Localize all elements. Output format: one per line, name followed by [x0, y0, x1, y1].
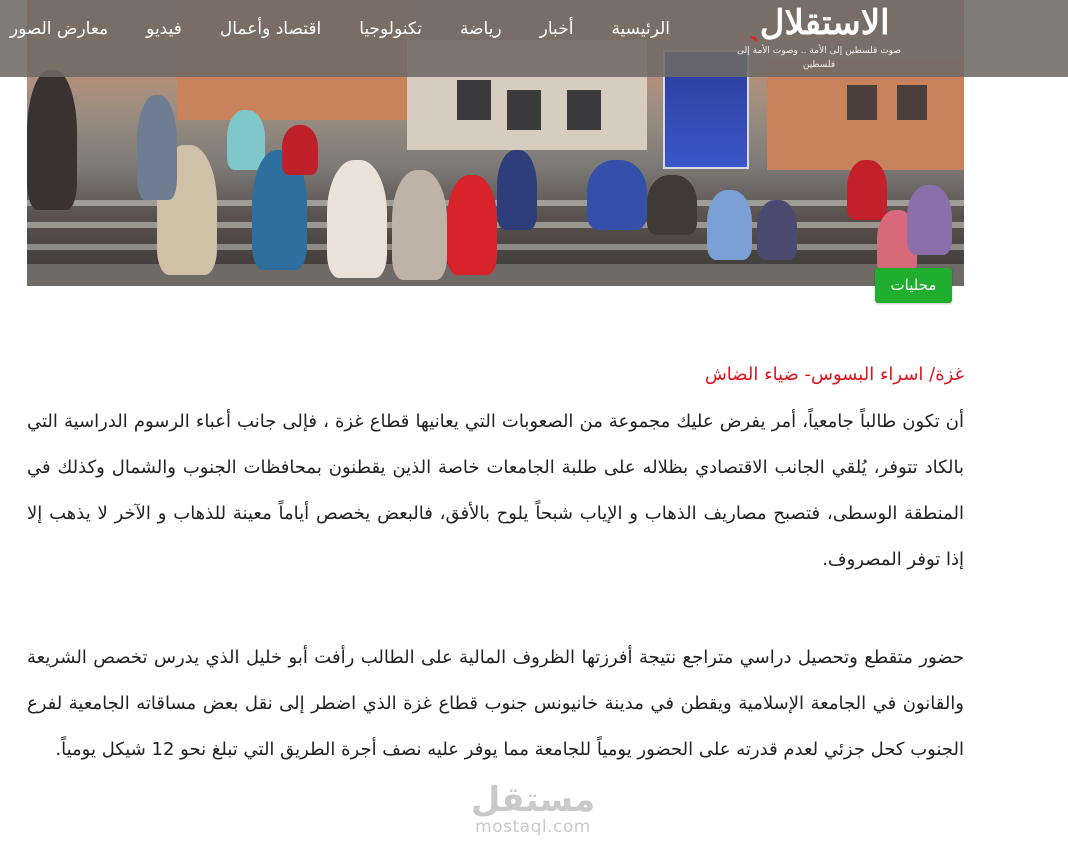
article-paragraph: حضور متقطع وتحصيل دراسي متراجع نتيجة أفرزتها الظروف المالية على الطالب رأفت أبو خليل الذي يدرس تخصص الشريعة والقانون في الجامعة الإسلامية ويقطن في مدينة خانيونس جنوب قطاع غزة الذي اضطر إلى نقل بعض مساقاته الجامعية لفرع الجنوب كحل جزئي لعدم قدرته على الحضور يومياً للجامعة مما يوفر عليه نصف أجرة الطريق التي تبلغ نحو 12 شيكل يومياً. [27, 647, 964, 760]
category-badge[interactable]: محليات [875, 268, 952, 303]
article-paragraph: أن تكون طالباً جامعياً، أمر يفرض عليك مجموعة من الصعوبات التي يعانيها قطاع غزة ، فإلى جانب أعباء الرسوم الدراسية التي بالكاد تتوفر، يُلقي الجانب الاقتصادي بظلاله على طلبة الجامعات خاصة الذين يقطنون بمحافظات الجنوب والشمال وكذلك في المنطقة الوسطى، فتصبح مصاريف الذهاب و الإياب شبحاً يلوح بالأفق، فالبعض يخصص أياماً معينة للذهاب و الآخر لا يذهب إلا إذا توفر المصروف. [27, 411, 964, 570]
logo-mark: الاستقلالˎ [748, 3, 890, 43]
nav-item-sports[interactable]: رياضة [460, 19, 502, 39]
watermark [458, 782, 608, 836]
article-body [27, 355, 964, 773]
nav-item-video[interactable]: فيديو [146, 19, 182, 39]
nav-item-galleries[interactable]: معارض الصور [9, 19, 109, 39]
nav-item-news[interactable]: أخبار [539, 19, 574, 39]
watermark-arabic: مستقل [470, 780, 596, 820]
watermark-latin: mostaql.com [475, 817, 591, 837]
article-byline: غزة/ اسراء البسوس- ضياء الضاش [704, 364, 964, 385]
site-logo[interactable] [728, 2, 910, 72]
nav-item-technology[interactable]: تكنولوجيا [359, 19, 422, 39]
nav-item-home[interactable]: الرئيسية [611, 19, 670, 39]
nav-item-economy[interactable]: اقتصاد وأعمال [219, 19, 322, 39]
top-navbar [0, 0, 1068, 77]
main-nav [10, 0, 670, 58]
logo-tagline: صوت فلسطين إلى الأمة .. وصوت الأمة إلى فلسطين [737, 46, 901, 70]
